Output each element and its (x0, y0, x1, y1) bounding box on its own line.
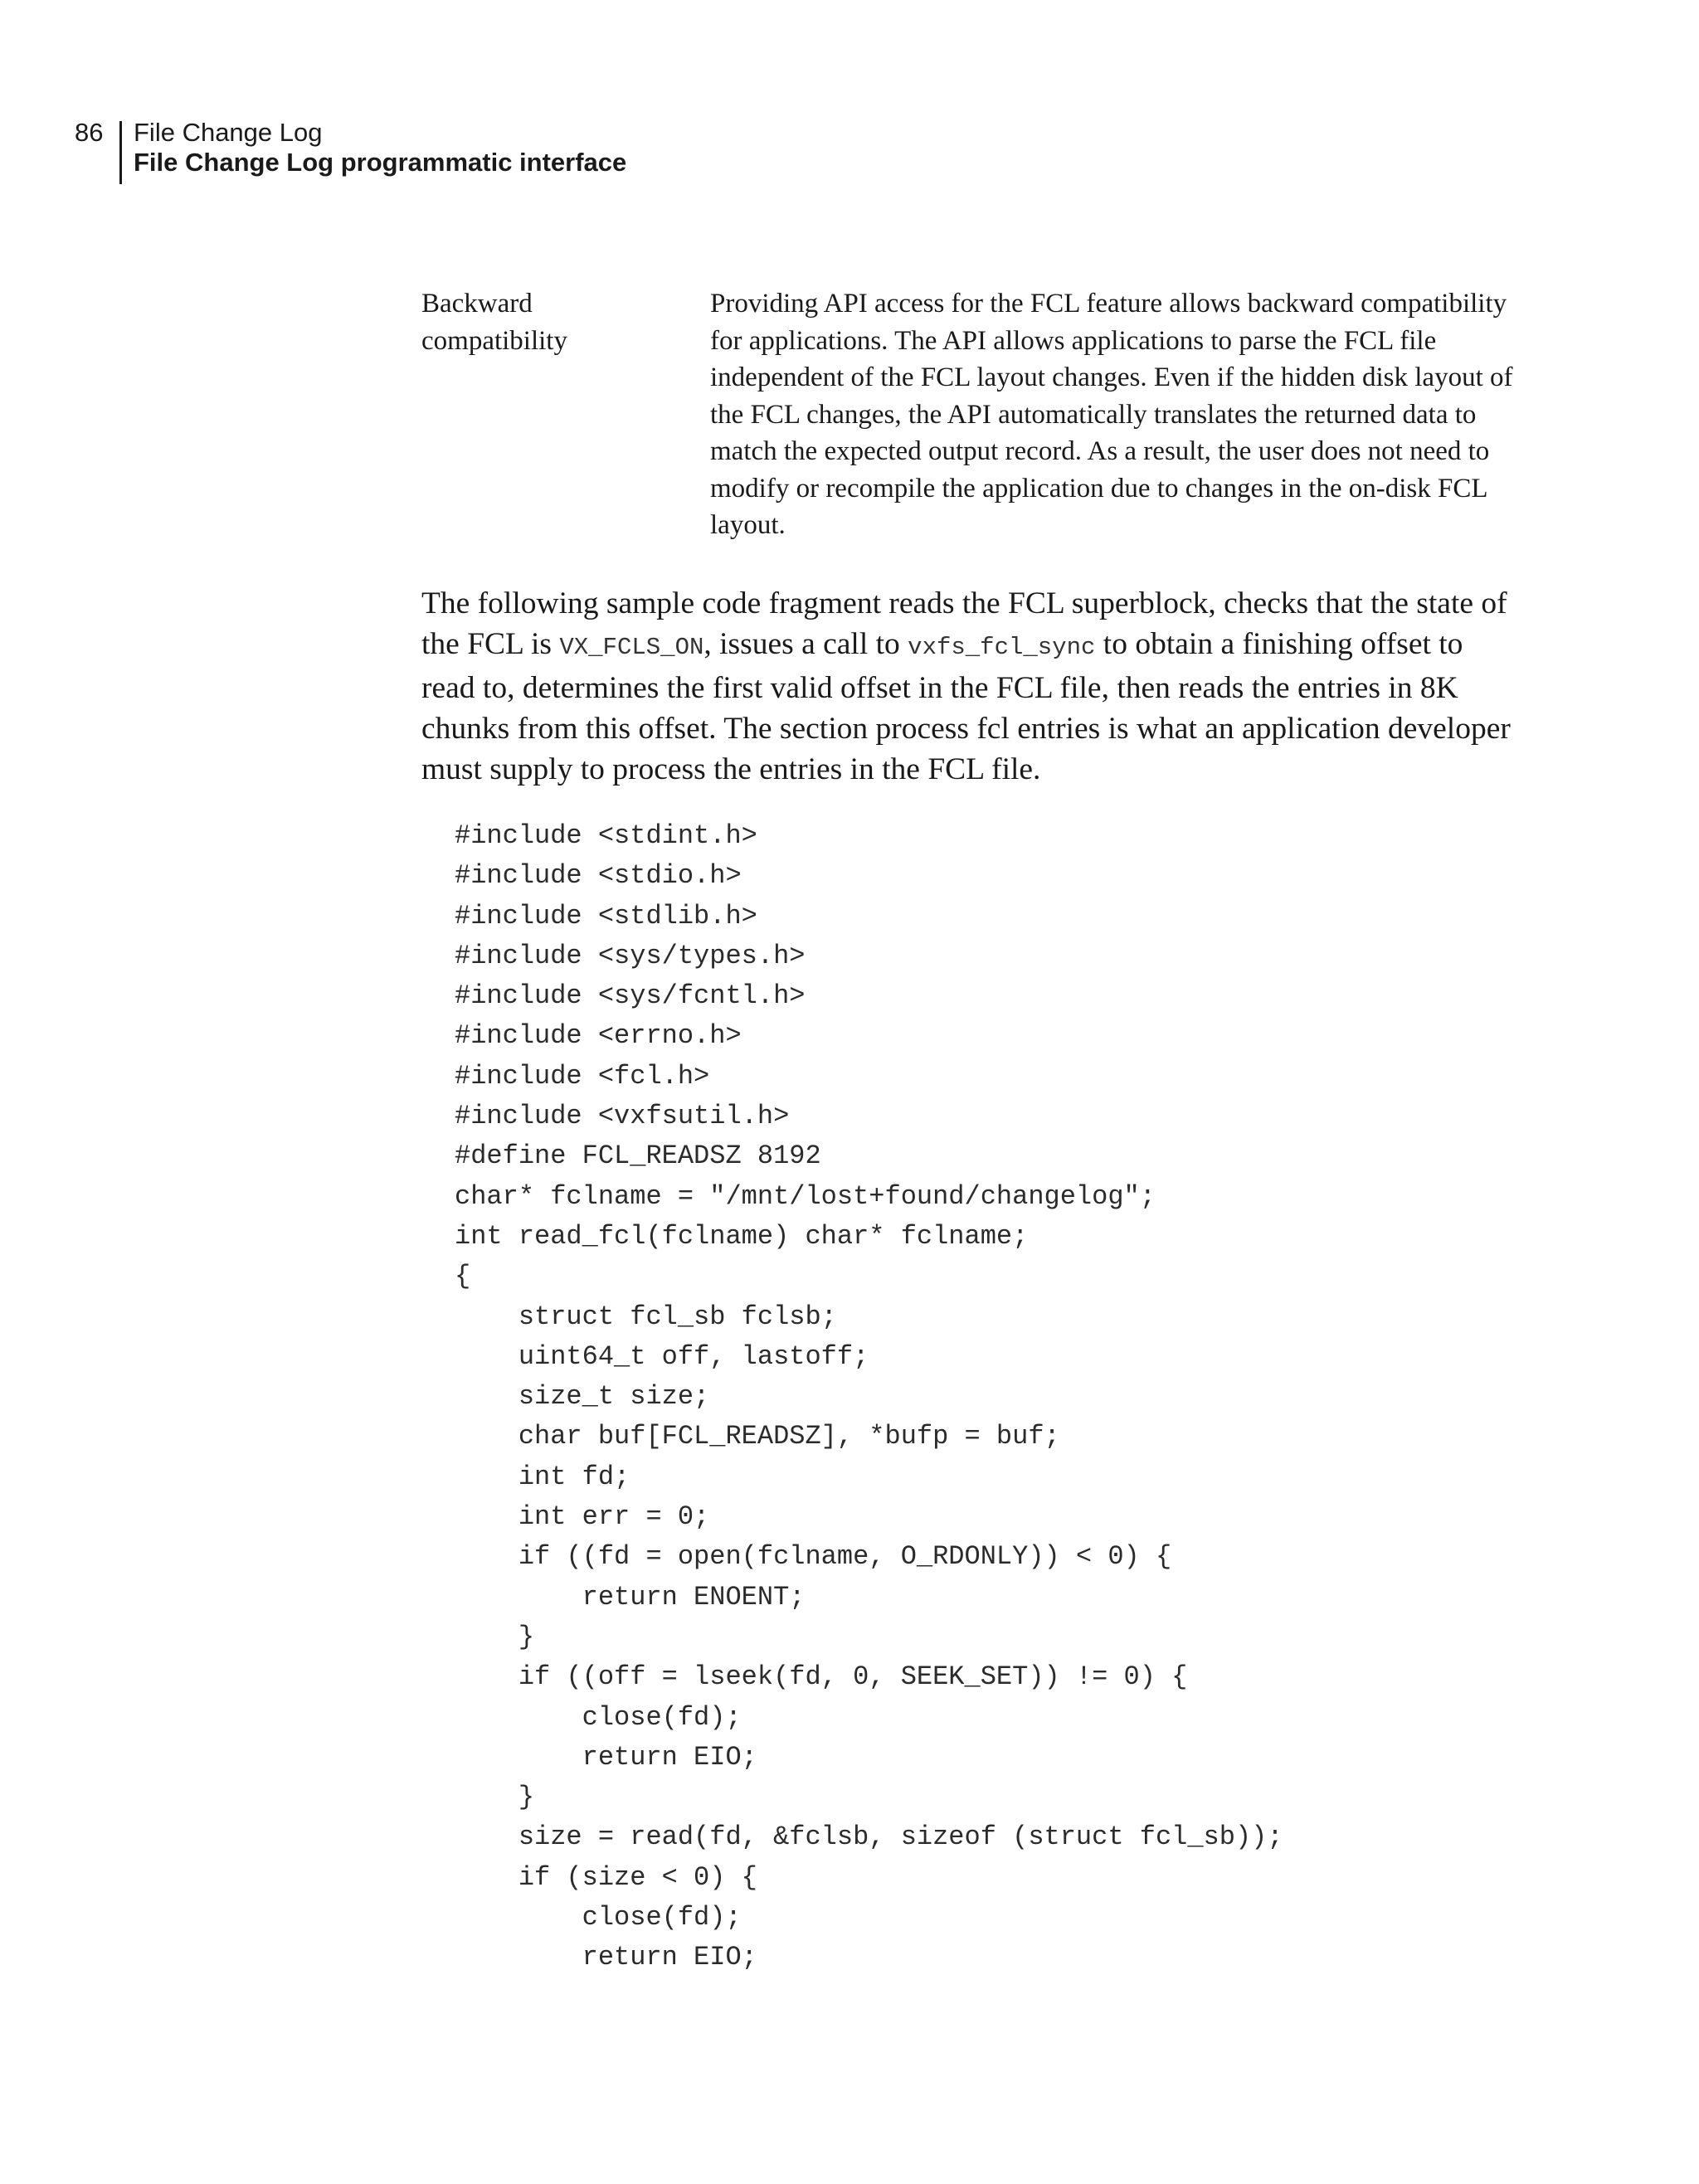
code-line: size = read(fd, &fclsb, sizeof (struct fcl_sb)); (455, 1822, 1283, 1853)
code-line: #include <stdio.h> (455, 860, 742, 892)
code-line: int read_fcl(fclname) char* fclname; (455, 1220, 1029, 1252)
code-line: return EIO; (455, 1741, 757, 1773)
intro-text: , issues a call to (703, 627, 908, 661)
inline-code-fcl-sync: vxfs_fcl_sync (908, 634, 1096, 661)
code-line: close(fd); (455, 1701, 742, 1733)
code-line: #define FCL_READSZ 8192 (455, 1141, 821, 1172)
code-line: #include <stdint.h> (455, 820, 757, 851)
code-line: } (455, 1621, 535, 1652)
code-line: #include <errno.h> (455, 1020, 742, 1052)
code-line: if (size < 0) { (455, 1861, 757, 1893)
code-line: } (455, 1782, 535, 1813)
code-line: return EIO; (455, 1942, 757, 1973)
code-line: #include <fcl.h> (455, 1060, 710, 1092)
section-title: File Change Log programmatic interface (134, 148, 627, 177)
intro-text: to obtain a finishing offset to read to, determines the first valid offset in the FCL file, then reads the entries in 8K chunks from this offset. The section process fcl entries is what an application developer must supply to process the entries in the FCL file. (421, 627, 1511, 786)
chapter-title: File Change Log (134, 118, 323, 147)
code-line: size_t size; (455, 1381, 710, 1413)
code-line: #include <sys/types.h> (455, 940, 806, 971)
inline-code-fcls-on: VX_FCLS_ON (559, 634, 704, 661)
code-line: char* fclname = "/mnt/lost+found/changelog"; (455, 1180, 1156, 1212)
code-line: #include <vxfsutil.h> (455, 1101, 790, 1132)
header-divider (119, 121, 122, 184)
definition-term-line: compatibility (421, 325, 567, 356)
definition-description: Providing API access for the FCL feature allows backward compatibility for applications. The API allows applications to parse the FCL file independent of the FCL layout changes. Even if the hidden disk layout of the FCL changes, the API automatically translates the returned data to match the expected output record. As a result, the user does not need to modify or recompile the application due to changes in the on-disk FCL layout. (710, 289, 1513, 540)
code-line: char buf[FCL_READSZ], *bufp = buf; (455, 1421, 1060, 1452)
intro-text: The following sample code fragment reads the FCL superblock, checks that the state of the FCL is (421, 586, 1507, 661)
code-line: int err = 0; (455, 1501, 710, 1533)
code-line: close(fd); (455, 1902, 742, 1933)
code-line: struct fcl_sb fclsb; (455, 1301, 837, 1332)
intro-paragraph (421, 583, 1516, 790)
code-line: #include <sys/fcntl.h> (455, 980, 806, 1012)
code-line: uint64_t off, lastoff; (455, 1340, 869, 1372)
code-line: int fd; (455, 1461, 630, 1492)
definition-term (421, 285, 670, 359)
code-line: { (455, 1261, 471, 1292)
code-line: return ENOENT; (455, 1581, 806, 1612)
page-number: 86 (75, 118, 104, 147)
code-line: #include <stdlib.h> (455, 900, 757, 931)
code-line: if ((fd = open(fclname, O_RDONLY)) < 0) { (455, 1541, 1172, 1573)
code-line: if ((off = lseek(fd, 0, SEEK_SET)) != 0) { (455, 1661, 1188, 1693)
definition-term-line: Backward (421, 289, 533, 319)
code-sample (455, 816, 1283, 1978)
